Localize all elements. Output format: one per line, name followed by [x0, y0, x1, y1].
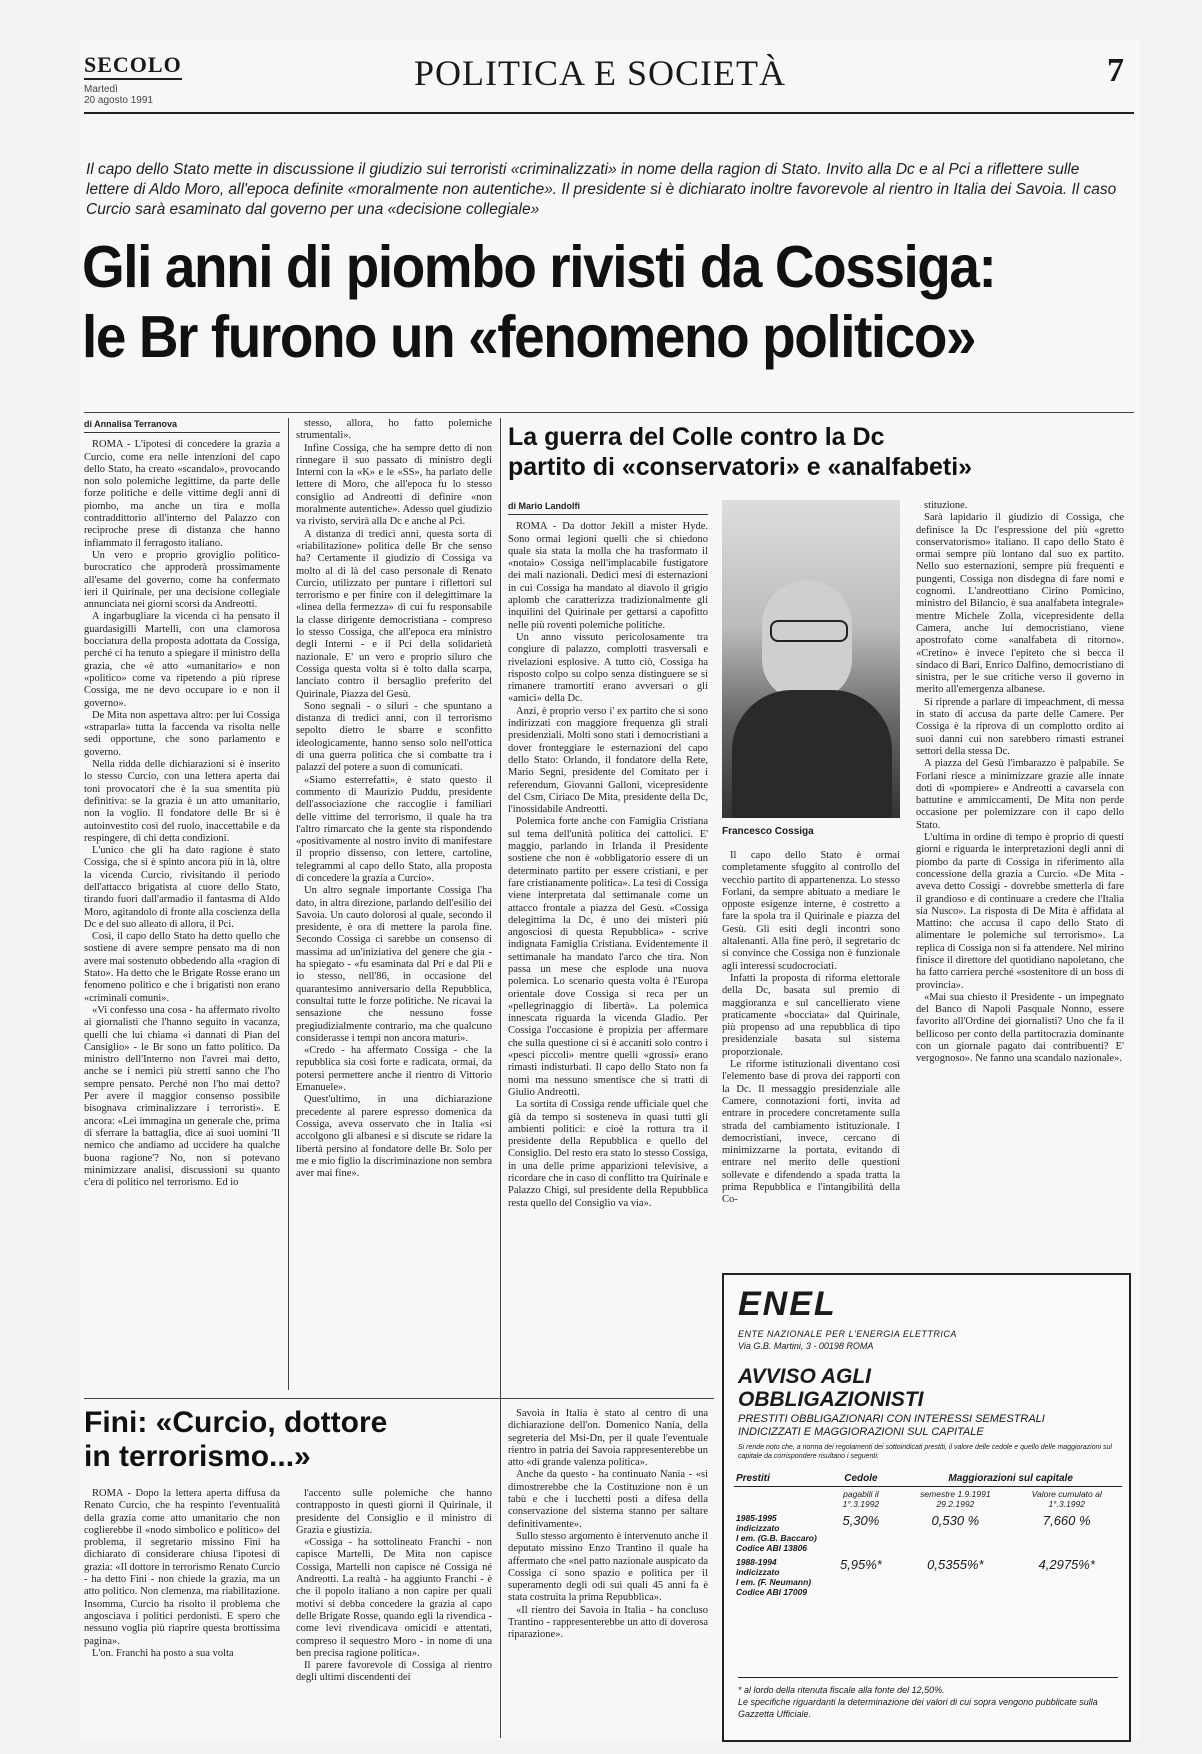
bond-name-line: 1988-1994 indicizzato — [736, 1557, 780, 1577]
paragraph: Quest'ultimo, in una dichiarazione precedente al parere espresso domenica da Cossiga, aveva osservato che in Italia «si accolgono gli albanesi e si discute se ridare la libertà persino al fondatore delle Br. Solo per me e mio figlio la discriminazione non sembra aver mai fine». — [296, 1094, 492, 1180]
advert-note: * al lordo della ritenuta fiscale alla fonte del 12,50%. — [738, 1685, 945, 1695]
enel-logo: ENEL — [738, 1285, 837, 1323]
section-title: POLITICA E SOCIETÀ — [414, 53, 786, 93]
advert-title — [738, 1365, 924, 1411]
bottom-article-col3 — [508, 1408, 708, 1738]
paragraph: Così, il capo dello Stato ha detto quello che sostiene di avere sempre pensato ma di non avere mai sostenuto obbedendo alla «ragion di Stato». Ha detto che le Brigate Rosse erano un fenomeno politico e che i brigatisti non erano «criminali comuni». — [84, 931, 280, 1004]
paragraph: De Mita non aspettava altro: per lui Cossiga «straparla» tutta la faccenda va risolta nelle sedi opportune, che sono parlamento e governo. — [84, 709, 280, 758]
paragraph: Un vero e proprio groviglio politico-burocratico che approderà prossimamente all'esame del governo, come ha confermato ieri il Quirinale, per una decisione collegiale annunciata nei giorni scorsi da Andreotti. — [84, 549, 280, 611]
side-article-col1-text — [508, 521, 708, 1210]
bond-name — [734, 1555, 823, 1599]
publication-date — [84, 84, 153, 106]
main-article-col2-text — [296, 418, 492, 1180]
paragraph: Si riprende a parlare di impeachment, di messa in stato di accusa da parte delle Camere. Per Cossiga è la riprova di un complotto ordito ai suoi danni cui non sarebbero rimasti estranei settori della stessa Dc. — [916, 696, 1124, 757]
bond-table — [734, 1471, 1122, 1599]
paragraph: Polemica forte anche con Famiglia Cristiana sul tema dell'unità politica dei cattolici. E' maggio, parlando in Irlanda il Presidente sostiene che non è «obbligatorio essere di un determinato partito per essere cristiani, e per fare cristianamente politica». La tesi di Cossiga viene interpretata dal settimanale come un attacco frontale a piazza del Gesù. «Cossiga delegittima la Dc, è uno dei misteri più angosciosi di questa Repubblica» - scrive indignata Famiglia Cristiana. Evidentemente il settimanale ha mandato l'arco che tira. Non passa un mese che esplode una nuova polemica. Lo scenario questa volta è l'Europa orientale dove Cossiga si reca per un «pellegrinaggio di libertà». La polemica innescata riguarda la vicenda Gladio. Per Cossiga l'occasione è propizia per affermare che sulla questione ci si è accaniti solo contro i «pesci piccoli» mentre quelli «grossi» erano rimasti indisturbati. Il capo dello Stato non fa nomi ma nessuno smentisce che si tratti di Giulio Andreotti. — [508, 816, 708, 1098]
paragraph: Il parere favorevole di Cossiga al rientro degli ultimi discendenti dei — [296, 1660, 492, 1684]
bottom-article-col1-text — [84, 1488, 280, 1660]
paragraph: Un altro segnale importante Cossiga l'ha dato, in altra direzione, parlando dell'esilio dei Savoia. Un cauto dolorosi al quale, secondo il presidente, è ora di mettere la parola fine. Secondo Cossiga ci sarebbe un consenso di massima ad un'iniziativa del genere che gia - ha spiegato - «fu esaminata dal Pri e dal Pli e io stesso, nell'86, in occasione del quarantesimo anniversario della Repubblica, consultai tutte le forze politiche. Ne ricavai la sensazione che nessuno fosse pregiudizialmente contrario, ma che qualcuno considerasse i tempi non ancora maturi». — [296, 885, 492, 1044]
side-article-col1 — [508, 500, 708, 1390]
table-header-cell: Cedole — [823, 1471, 900, 1487]
paragraph: A ingarbugliare la vicenda ci ha pensato il guardasigilli Martelli, con una clamorosa bocciatura della proposta adottata da Cossiga, perché ci ha tenuto a spiegare il ministro della grazia, che «è atto «umanitario» e non «politico» come va ripetendo a più riprese Cossiga, me ne devo occupare io e non il governo». — [84, 611, 280, 709]
side-article-col3 — [916, 500, 1124, 1390]
bond-name-line: I em. (G.B. Baccaro) — [736, 1533, 817, 1543]
table-header-row — [734, 1471, 1122, 1487]
paragraph: ROMA - Da dottor Jekill a mister Hyde. Sono ormai legioni quelli che si chiedono quale sia stata la molla che ha trasformato il «notaio» Cossiga nell'implacabile fustigatore dei mali nazionali. Dedicì mesi di esternazioni in cui Cossiga ha mandato al diavolo il grigio aplomb che caratterizza tradizionalmente gli inquilini del Quirinale per gettarsi a capofitto nelle più roventi polemiche politiche. — [508, 521, 708, 631]
photo-suit — [732, 690, 892, 818]
headline-rule — [84, 412, 1134, 413]
bottom-rule — [84, 1398, 714, 1399]
newspaper-logo: SECOLO — [84, 52, 182, 80]
main-headline-line2: le Br furono un «fenomeno politico» — [82, 304, 976, 370]
photo-glasses — [770, 620, 848, 642]
advert-subtitle-line2: INDICIZZATI E MAGGIORAZIONI SUL CAPITALE — [738, 1426, 984, 1438]
bottom-article-col2-text — [296, 1488, 492, 1685]
advert-title-line2: OBBLIGAZIONISTI — [738, 1388, 924, 1411]
enel-advert — [722, 1273, 1131, 1742]
paragraph: L'unico che gli ha dato ragione è stato Cossiga, che si è spinto ancora più in là, oltre la vicenda Curcio, rivisitando il periodo dell'attacco brigatista al cuore dello Stato, tirando fuori dall'armadio il fantasma di Aldo Moro, agitandolo di fronte alla coscienza della Dc e del suo alleato di allora, il Pci. — [84, 845, 280, 930]
paragraph: L'ultima in ordine di tempo è proprio di questi giorni e riguarda le interpretazioni degli anni di piombo da parte di Cossiga in riferimento alla concessione della grazia a Curcio. «De Mita - aveva detto Cossigi - dovrebbe smetterla di fare il grandioso e di continuare a credere che l'Italia sia Nusco». La risposta di De Mita è affidata al Mattino: che accusa il capo dello Stato di alimentare le polemiche sul terrorismo». La replica di Cossiga non si fa attendere. Nel mirino finisce il direttore del quotidiano napoletano, che ha fatto carriera perché «sostenitore di un boss di provincia». — [916, 832, 1124, 991]
advert-subtitle — [738, 1413, 1045, 1439]
paragraph: Anche da questo - ha continuato Nania - «si dimostrerebbe che la Costituzione non è un tabù e che i lucchetti posti a difesa della conservazione del sistema stanno per saltare definitivamente». — [508, 1469, 708, 1530]
main-article-byline: di Annalisa Terranova — [84, 418, 280, 433]
paragraph: Il capo dello Stato è ormai completamente sfuggito al controllo del vecchio partito di appartenenza. Lo stesso Forlani, da sempre abituato a mediare le opposte esigenze interne, è costretto a fare la spola tra il Quirinale e piazza del Gesù. Gli esiti degli incontri sono altalenanti. Alla fine però, il segretario dc si convince che Cossiga non è funzionale agli interessi scudocrociati. — [722, 850, 900, 972]
cossiga-photo — [722, 500, 900, 818]
paragraph: L'on. Franchi ha posto a sua volta — [92, 1647, 234, 1659]
bottom-article-headline — [84, 1406, 504, 1474]
column-divider — [288, 418, 289, 1390]
bottom-headline-line1: Fini: «Curcio, dottore — [84, 1406, 388, 1439]
side-headline-line1: La guerra del Colle contro la Dc — [508, 423, 885, 451]
bond-name-line: I em. (F. Neumann) — [736, 1577, 812, 1587]
main-headline-line1: Gli anni di piombo rivisti da Cossiga: — [82, 234, 996, 300]
paragraph: stesso, allora, ho fatto polemiche strumentali». — [296, 418, 492, 442]
bottom-article-col2 — [296, 1488, 492, 1738]
paragraph: Sono segnali - o siluri - che spuntano a distanza di tredici anni, con il terrorismo sepolto dietro le sbarre e sconfitto ideologicamente, hanno senso solo nell'ottica di una guerra politica che si combatte tra i palazzi del potere a suon di comunicati. — [296, 700, 492, 774]
enel-company-name: ENTE NAZIONALE PER L'ENERGIA ELETTRICA — [738, 1329, 957, 1339]
paragraph: A piazza del Gesù l'imbarazzo è palpabile. Se Forlani riesce a minimizzare grazie alle innate doti di «pompiere» e Andreotti a cavarsela con battutine e ammiccamenti, De Mita non perde occasione per polemizzare con il capo dello Stato. — [916, 758, 1124, 831]
paragraph: Sarà lapidario il giudizio di Cossiga, che definisce la Dc l'espressione del più «gretto conservatorismo» italiano. Il capo dello Stato è ormai sempre più lontano dal suo ex partito. Nello suo esternazioni, sempre più frequenti e pungenti, Cossiga non disdegna di fare nomi e cognomi. L'andreottiano Cirino Pomicino, ministro del Bilancio, è sua analfabeta integrale» mentre Michele Zolla, vicepresidente della Camera, anche lui democristiano, viene apostrofato come «analfabeta di ritorno». «Cretino» è invece l'epiteto che si becca il sindaco di Bari, Enrico Dalfino, democristiano di sinistra, per le sue critiche verso il governo in merito all'emergenza albanese. — [916, 512, 1124, 696]
semestre-value: 0,5355%* — [927, 1557, 984, 1572]
table-row — [734, 1511, 1122, 1555]
bottom-article-col3-text — [508, 1408, 708, 1642]
cedola-value: 5,95%* — [839, 1557, 882, 1572]
paragraph: Un anno vissuto pericolosamente tra congiure di palazzo, complotti trasversali e rivelazioni esplosive. A tutto ciò, Cossiga ha risposto colpo su colpo senza distinguere se si rimanere tramortiti erano avversari o gli «amici» della Dc. — [508, 631, 708, 705]
table-subheader-cell — [734, 1487, 823, 1512]
side-headline-line2: partito di «conservatori» e «analfabeti» — [508, 453, 973, 481]
side-article-headline — [508, 422, 1128, 482]
date: 20 agosto 1991 — [84, 95, 153, 106]
advert-small-print: Si rende noto che, a norma dei regolamenti dei sottoindicati prestiti, il valore delle cedole e quello delle maggiorazioni sul capitale da corrispondere risultano i seguenti: — [738, 1444, 1112, 1460]
side-article-col3-text — [916, 500, 1124, 1066]
main-article-col1 — [84, 418, 280, 1390]
paragraph: ROMA - L'ipotesi di concedere la grazia a Curcio, come era nelle intenzioni del capo dello Stato, ha creato «scandalo», provocando non solo polemiche legittime, da parte delle forze politiche e delle vittime degli anni di piombo, ma anche un tira e molla contraddittorio all'interno del Palazzo con reciproche prese di distanza che hanno infiammato il ferragosto italiano. — [84, 439, 280, 549]
paragraph: Savoia in Italia è stato al centro di una dichiarazione dell'on. Domenico Nania, della segreteria del Msi-Dn, per il quale l'eventuale rientro in patria dei Savoia rappresenterebbe un atto «di grande valenza politica». — [508, 1408, 708, 1469]
paragraph: stituzione. — [924, 500, 968, 511]
weekday: Martedì — [84, 84, 118, 95]
cumulato-value: 4,2975%* — [1038, 1557, 1095, 1572]
bottom-article-col1 — [84, 1488, 280, 1738]
paragraph: Anzi, è proprio verso i' ex partito che si sono indirizzati con maggiore frequenza gli strali presidenziali. Molti sono stati i democristiani a dover fronteggiare le esternazioni del capo dello Stato: Orlando, il fondatore della Rete, Mario Segni, presidente del Comitato per i referendum, Giovanni Galloni, vicepresidente del Csm, Ciriaco De Mita, presidente della Dc, l'inossidabile Andreotti. — [508, 705, 708, 816]
main-article-col1-text — [84, 439, 280, 1189]
photo-caption: Francesco Cossiga — [722, 826, 814, 837]
paragraph: «Cossiga - ha sottolineato Franchi - non capisce Martelli, De Mita non capisce Cossiga, Martelli non capisce né Cossiga né Andreotti. La realtà - ha aggiunto Franchi - è che il popolo italiano a non capire per quali motivi si debba concedere la grazia al capo delle Brigate Rosse, quando egli la rivendica - come levi rivendicava omicidi e attentati, compreso il sequestro Moro - in nome di una ben precisa ragione politica». — [296, 1537, 492, 1659]
bond-name-line: Codice ABI 13806 — [736, 1543, 808, 1553]
paragraph: «Mai sua chiesto il Presidente - un impegnato del Banco di Napoli Pasquale Nonno, essere favorito all'Ordine dei giornalisti? Uno che fa il bellicoso per conto della partitocrazia dominante con un giornale pagato dai contribuenti? E' vergognoso». Ne fanno una scandalo nazionale». — [916, 991, 1124, 1065]
enel-address: Via G.B. Martini, 3 - 00198 ROMA — [738, 1341, 874, 1351]
advert-subtitle-line1: PRESTITI OBBLIGAZIONARI CON INTERESSI SEMESTRALI — [738, 1413, 1045, 1425]
article-deck: Il capo dello Stato mette in discussione il giudizio sui terroristi «criminalizzati» in nome della ragion di Stato. Invito alla Dc e al Pci a riflettere sulle lettere di Aldo Moro, all'epoca definite «moralmente non autentiche». Il presidente si è dichiarato inoltre favorevole al rientro in Italia dei Savoia. Il caso Curcio sarà esaminato dal governo per una «decisione collegiale» — [86, 161, 1117, 218]
table-subheader-cell: Valore cumulato al 1°.3.1992 — [1031, 1489, 1102, 1509]
table-subheader-cell: pagabili il 1°.3.1992 — [842, 1489, 880, 1509]
paragraph: ROMA - Dopo la lettera aperta diffusa da Renato Curcio, che ha respinto l'eventualità della grazia come atto umanitario che non coglierebbe il «nodo simbolico e politico» del problema, il segretario missino Fini ha dichiarato di considerare chiusa l'ipotesi di grazia: «Il dottore in terrorismo Renato Curcio - ha detto Fini - non chiede la grazia, ma un atto politico. Non clemenza, ma riabilitazione. Insomma, Curcio ha risolto il problema che angosciava i politici perdonisti. E spero che nessuno voglia più riaprire questa brottissima pagina». — [84, 1488, 280, 1647]
advert-notes — [738, 1677, 1118, 1720]
table-subheader-cell: semestre 1.9.1991 29.2.1992 — [920, 1489, 991, 1509]
cumulato-value: 7,660 % — [1042, 1513, 1091, 1528]
bond-name-line: 1985-1995 indicizzato — [736, 1513, 780, 1533]
table-header-cell: Maggiorazioni sul capitale — [899, 1471, 1122, 1487]
semestre-value: 0,530 % — [931, 1513, 980, 1528]
paragraph: Infatti la proposta di riforma elettorale della Dc, basata sul premio di maggioranza e sul cancellierato viene praticamente «bocciata» dal Quirinale, più propenso ad una repubblica di tipo presidenziale basata sul sistema proporzionale. — [722, 972, 900, 1058]
bond-name — [734, 1511, 823, 1555]
paragraph: «Il rientro dei Savoia in Italia - ha concluso Trantino - rappresenterebbe un atto di doverosa riparazione». — [508, 1604, 708, 1641]
paragraph: La sortita di Cossiga rende ufficiale quel che già da tempo si sosteneva in quasi tutti gli ambienti politici: e cioè la rottura tra il presidente della Repubblica e quello del Consiglio. Del resto era stato lo stesso Cossiga, in una delle prime apparizioni televisive, a ricordare che in caso di conflitto tra Quirinale e Palazzo Chigi, sul presidente della Repubblica resta quello del Consiglio va via». — [508, 1099, 708, 1209]
advert-note: Le specifiche riguardanti la determinazione dei valori di cui sopra vengono pubblicate sulla Gazzetta Ufficiale. — [738, 1697, 1098, 1719]
table-subheader-row — [734, 1487, 1122, 1512]
paragraph: Sullo stesso argomento è intervenuto anche il deputato missino Enzo Trantino il quale ha affermato che «nel patto nazionale auspicato da Cossiga ci sono spazio e politica per il superamento degli odi sui quali 45 anni fa è stata costruita la prima Repubblica». — [508, 1530, 708, 1604]
side-article-col2-text — [722, 850, 900, 1207]
paragraph: «Siamo esterrefatti», è stato questo il commento di Maurizio Puddu, presidente dell'associazione che raccoglie i familiari delle vittime del terrorismo, il quale ha tra l'altro rimarcato che la gente sta rispondendo «positivamente al nostro invito di manifestare il proprio dissenso, con lettere, cartoline, telegrammi al capo dello Stato, alla proposta di concedere la grazia a Curcio». — [296, 774, 492, 884]
bond-name-line: Codice ABI 17009 — [736, 1587, 808, 1597]
paragraph: «Vi confesso una cosa - ha affermato rivolto ai giornalisti che l'hanno seguito in vacanza, quelli che lui chiama «i dannati di Pian del Cansiglio» - le Br sono un fatto politico. Da ministro dell'Interno non l'avrei mai detto, anche se i nemici più stretti sanno che l'ho sempre pensato. Perché non l'ho mai detto? Per avere il maggior consenso possibile bisognava criminalizzare i terroristi». E ancora: «Lei immagina un generale che, prima di sferrare la battaglia, dice ai suoi uomini 'Il nemico che andiamo ad uccidere ha qualche buona ragione'? No, non si potevano minimizzare analisi, discussioni su quanto c'era di politico nel terrorismo. Ed io — [84, 1004, 280, 1189]
main-article-col2 — [296, 418, 492, 1390]
table-row — [734, 1555, 1122, 1599]
paragraph: Infine Cossiga, che ha sempre detto di non rinnegare il suo passato di ministro degli Interni con la «K» e le «SS», ha parlato delle lettere di Moro, che all'epoca fu lo stesso consiglio ad Andreotti di definire «non moralmente autentiche». Adesso quel giudizio va rivisto, servirà alla Dc e anche al Pci. — [296, 442, 492, 528]
table-header-cell: Prestiti — [734, 1471, 823, 1487]
paragraph: A distanza di tredici anni, questa sorta di «riabilitazione» politica delle Br che senso ha? Certamente il giudizio di Cossiga va molto al di là del caso personale di Renato Curcio, utilizzato per puntare i riflettori sul terrorismo e per finire con il delegittimare la «linea della fermezza» di cui fu responsabile la classe dirigente democristiana - compreso lo stesso Cossiga, che all'epoca era ministro degli Interni - e il Pci della solidarietà nazionale. E' un vero e proprio siluro che Cossiga questa volta si è tolto dalla scarpa, lanciato contro il bersaglio preferito del Quirinale, Piazza del Gesù. — [296, 528, 492, 700]
side-article-byline: di Mario Landolfi — [508, 500, 708, 515]
masthead-rule — [84, 112, 1134, 114]
paragraph: «Credo - ha affermato Cossiga - che la repubblica sia così forte e radicata, ormai, da potersi permettere anche il rientro di Vittorio Emanuele». — [296, 1045, 492, 1094]
advert-title-line1: AVVISO AGLI — [738, 1365, 872, 1388]
masthead — [84, 52, 1134, 110]
paragraph: Le riforme istituzionali diventano così l'elemento base di prova dei rapporti con la Dc. Il messaggio presidenziale alle Camere, connotazioni forti, invita ad entrare in procedere concretamente sulla strada del cambiamento istituzionale. I democristiani, invece, cercano di minimizzarne la portata, evitando di entrare nel merito delle questioni sollevate e difendendo a spada tratta la prima Repubblica e l'intangibilità della Co- — [722, 1059, 900, 1206]
main-headline — [82, 232, 1068, 372]
page-number: 7 — [1107, 52, 1124, 89]
bottom-headline-line2: in terrorismo...» — [84, 1440, 311, 1473]
cedola-value: 5,30% — [842, 1513, 880, 1528]
paragraph: Nella ridda delle dichiarazioni si è inserito lo stesso Curcio, con una lettera aperta dai toni provocatori che è la sua smentita più definitiva: se la grazia è un atto umanitario, non la voglio. Il fondatore delle Br si è autoinvestito così del ruolo, inaccettabile e da respingere, di chi detta condizioni. — [84, 759, 280, 844]
column-divider — [500, 418, 501, 1738]
paragraph: l'accento sulle polemiche che hanno contrapposto in questi giorni il Quirinale, il presidente del Consiglio e il ministro di Grazia e giustizia. — [296, 1488, 492, 1536]
